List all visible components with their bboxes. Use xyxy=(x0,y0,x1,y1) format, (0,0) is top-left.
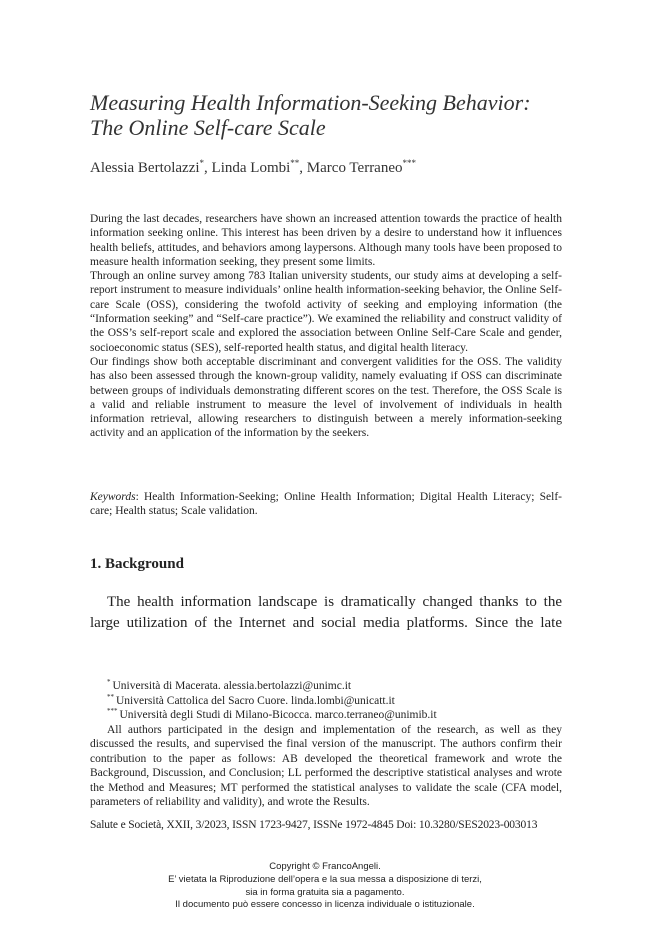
author-contributions: All authors participated in the design and implementation of the research, as well as they discussed the results, and supervised the final version of the manuscript. The authors confirm their contribution to the paper as follows: AB developed the theoretical framework and wrote the Background, Discussion, and Conclusion; LL performed the descriptive statistical analyses and wrote the Method and Measures; MT performed the statistical analyses to validate the scale (CFA model, parameters of reliability and validity), and wrote the Results. xyxy=(90,723,562,808)
author-mark: * xyxy=(199,158,205,168)
footnotes xyxy=(90,679,562,810)
footnote xyxy=(90,708,562,723)
paper-title xyxy=(90,90,590,140)
title-line-2: The Online Self-care Scale xyxy=(90,115,326,140)
copyright-notice xyxy=(0,861,650,912)
section-heading: 1. Background xyxy=(90,556,184,572)
author-name: Marco Terraneo xyxy=(306,160,403,176)
footnote-text: Università degli Studi di Milano-Bicocca. marco.terraneo@unimib.it xyxy=(119,709,437,721)
footnote-text: Università di Macerata. alessia.bertolazzi@unimc.it xyxy=(112,680,352,692)
journal-citation: Salute e Società, XXII, 3/2023, ISSN 1723-9427, ISSNe 1972-4845 Doi: 10.3280/SES2023-003013 xyxy=(90,819,538,831)
footnote-mark: ** xyxy=(107,692,114,701)
copyright-line: sia in forma gratuita sia a pagamento. xyxy=(245,886,405,898)
abstract-paragraph: Through an online survey among 783 Italian university students, our study aims at developing a self-report instrument to measure individuals’ online health information-seeking behavior, the Online Self-care Scale (OSS), considering the twofold activity of seeking and employing information (the “Information seeking” and “Self-care practice”). We examined the reliability and construct validity of the OSS’s self-report scale and explored the association between Online Self-Care Scale and gender, socioeconomic status (SES), self-reported health status, and digital health literacy. xyxy=(90,270,562,354)
keywords xyxy=(90,490,562,519)
author-separator: , xyxy=(299,160,307,176)
footnote xyxy=(90,694,562,709)
author-mark: ** xyxy=(290,158,300,168)
copyright-line: Il documento può essere concesso in licenza individuale o istituzionale. xyxy=(175,899,475,911)
copyright-line: E’ vietata la Riproduzione dell’opera e la sua messa a disposizione di terzi, xyxy=(168,873,482,885)
title-line-1: Measuring Health Information-Seeking Behavior: xyxy=(90,90,531,115)
footnote-mark: * xyxy=(107,678,111,686)
author-list xyxy=(90,160,416,177)
copyright-line: Copyright © FrancoAngeli. xyxy=(269,861,381,872)
keywords-text: : Health Information-Seeking; Online Health Information; Digital Health Literacy; Self-care; Health status; Scale validation. xyxy=(90,491,562,518)
abstract-paragraph: Our findings show both acceptable discriminant and convergent validities for the OSS. The validity has also been assessed through the known-group validity, namely evaluating if OSS can discriminate between groups of individuals demonstrating different scores on the test. Therefore, the OSS Scale is a valid and reliable instrument to measure the level of involvement of individuals in health information retrieval, allowing researchers to distinguish between a merely information-seeking activity and an application of the information by the seekers. xyxy=(90,355,562,440)
keywords-label: Keywords xyxy=(90,491,136,503)
footnote-text: Università Cattolica del Sacro Cuore. linda.lombi@unicatt.it xyxy=(116,694,395,707)
abstract xyxy=(90,212,562,441)
footnote xyxy=(90,679,562,694)
author-separator: , xyxy=(204,160,212,176)
author-mark: *** xyxy=(402,158,417,168)
author-name: Alessia Bertolazzi xyxy=(90,160,200,176)
abstract-paragraph: During the last decades, researchers have shown an increased attention towards the practice of health information seeking online. This interest has been driven by a desire to understand how it influences health beliefs, attitudes, and behaviors among laypersons. Although many tools have been proposed to measure health information seeking, they present some limits. xyxy=(90,213,562,268)
footnote-mark: *** xyxy=(107,707,118,715)
author-name: Linda Lombi xyxy=(211,160,291,176)
body-paragraph: The health information landscape is dramatically changed thanks to the large utilization of the Internet and social media platforms. Since the late xyxy=(90,594,562,631)
